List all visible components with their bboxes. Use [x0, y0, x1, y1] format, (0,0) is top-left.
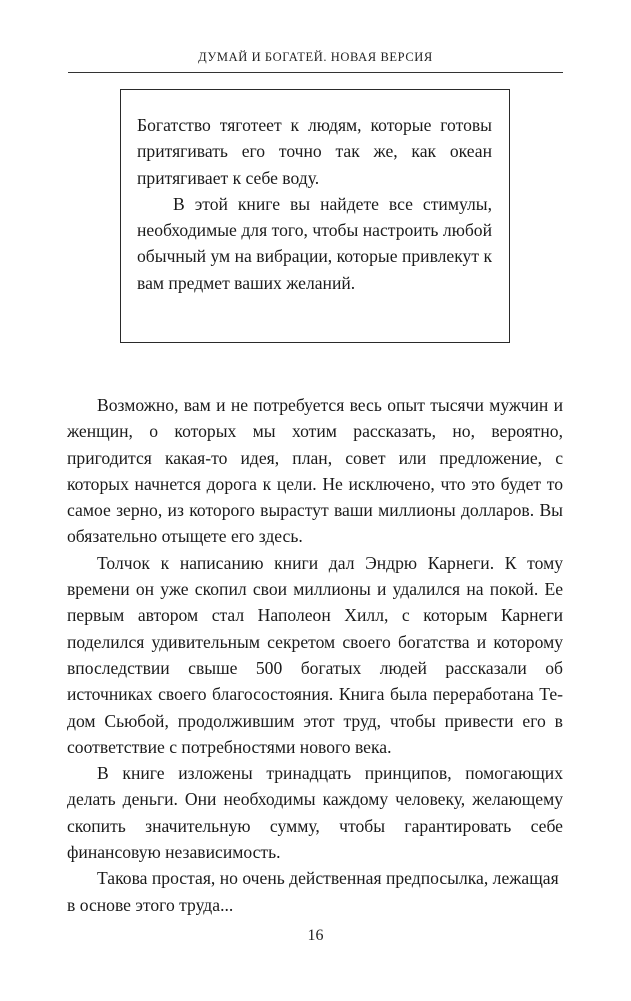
body-paragraph: В книге изложены тринадцать принципов, помогающих делать деньги. Они необходимы каждому человеку, желающему скопить значительную сумму, чтобы гарантировать себе финансовую независимость. — [67, 763, 563, 863]
running-head: ДУМАЙ И БОГАТЕЙ. НОВАЯ ВЕРСИЯ — [198, 50, 433, 64]
epigraph-paragraph: Богатство тяготеет к людям, которые готовы притягивать его точно так же, как океан притягивает к себе воду. — [137, 115, 492, 188]
page-number: 16 — [307, 927, 324, 944]
epigraph-box — [120, 89, 510, 343]
body-paragraph: Возможно, вам и не потребуется весь опыт тысячи мужчин и женщин, о которых мы хотим рассказать, но, вероятно, пригодится какая-то идея, план, совет или предложение, с которых начнется дорога к цели. Не исключено, что это будет то самое зерно, из которого вырастут ваши миллионы долларов. Вы обязательно отыщете его здесь. — [67, 395, 563, 547]
epigraph-text — [137, 112, 492, 296]
body-text — [67, 392, 563, 918]
header-rule — [68, 72, 563, 73]
body-paragraph: Такова простая, но очень действенная предпосылка, лежащая в основе этого труда... — [67, 868, 559, 915]
epigraph-paragraph: В этой книге вы найдете все стимулы, необходимые для того, чтобы настроить любой обычный ум на вибрации, которые привлекут к вам предмет ваших желаний. — [137, 193, 492, 293]
body-paragraph: Толчок к написанию книги дал Эндрю Карнеги. К тому времени он уже скопил свои миллионы и удалился на покой. Ее первым автором стал Наполеон Хилл, с которым Карнеги поделился удивительным секретом своего богатства и которому впоследствии свыше 500 богатых людей рассказали об источниках своего благосостояния. Книга была переработана Тедом Сьюбой, продолжившим этот труд, чтобы привести его в соответствие с потребностями нового века. — [67, 552, 563, 757]
